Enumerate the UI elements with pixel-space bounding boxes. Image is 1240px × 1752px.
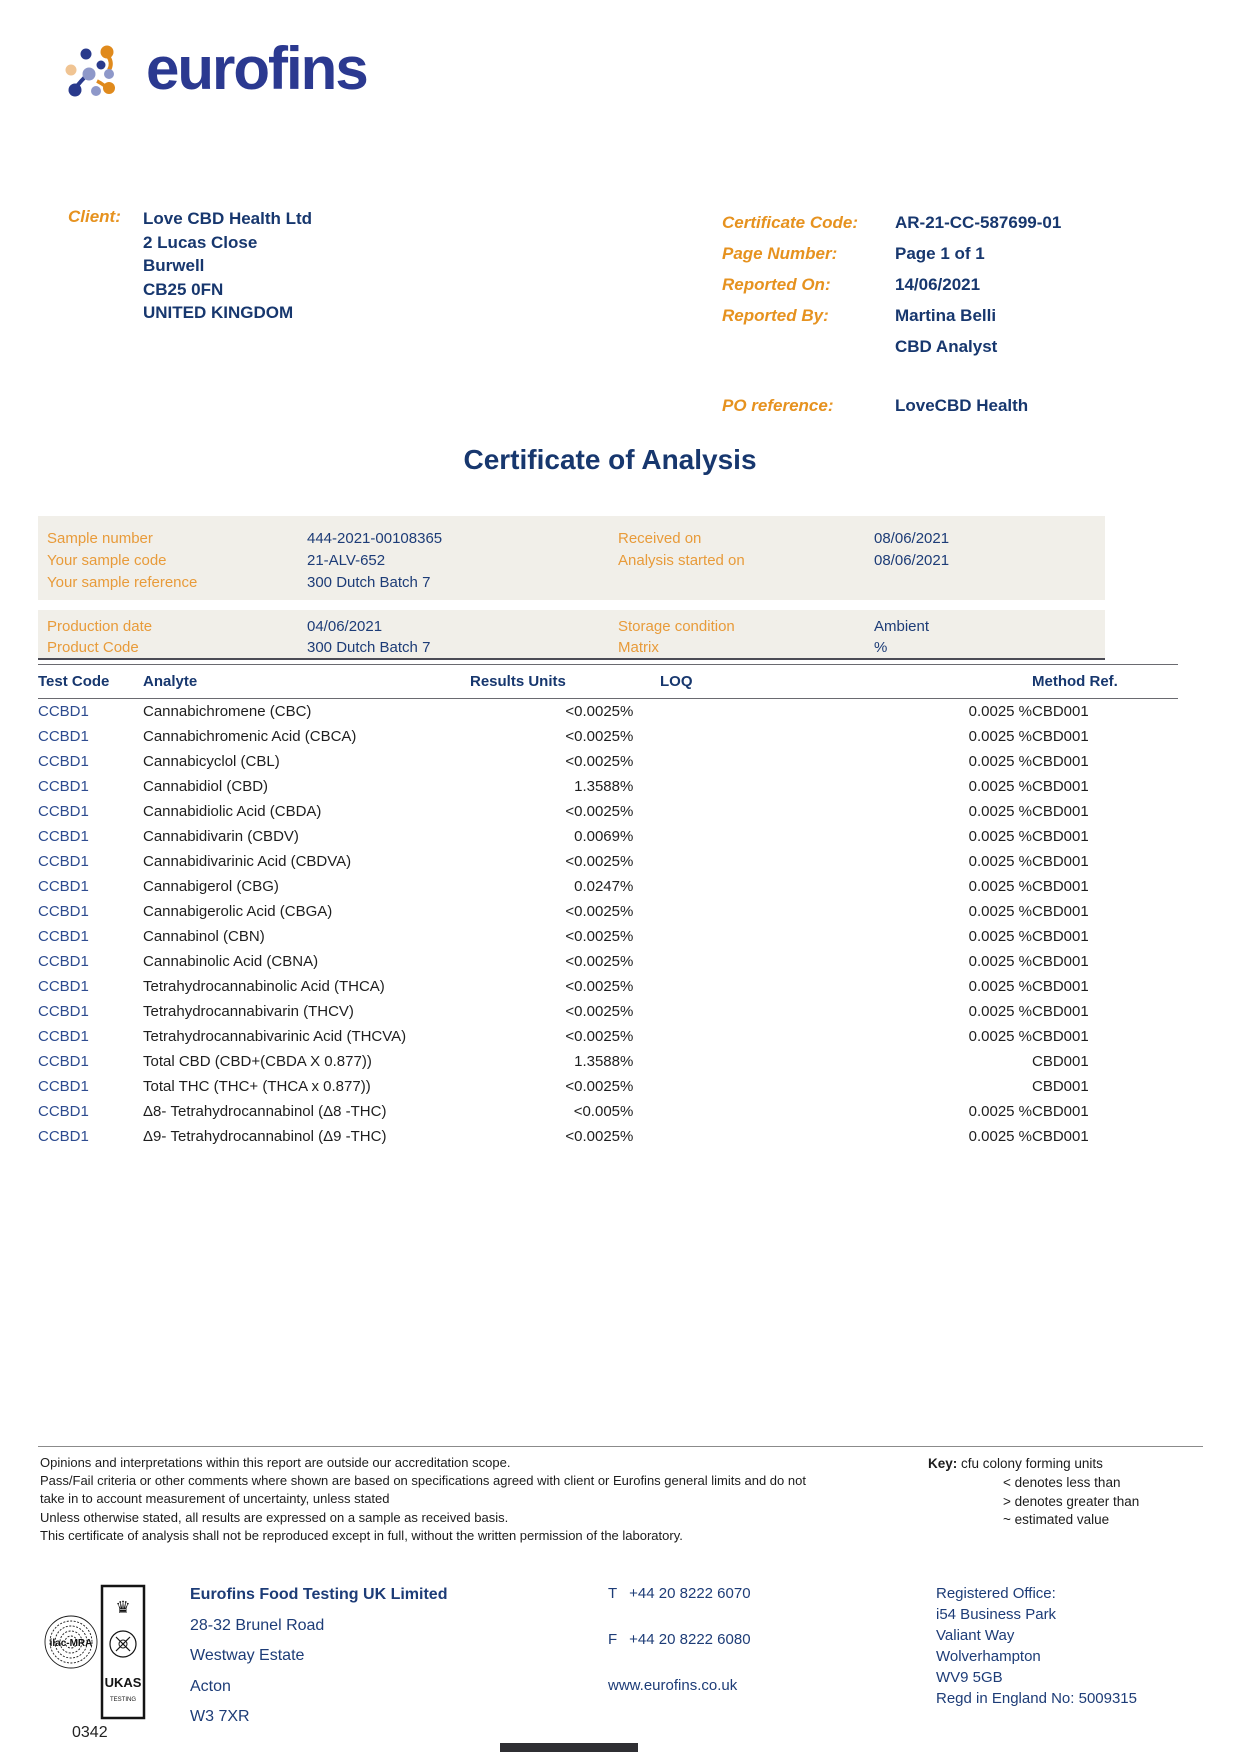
accreditation-number: 0342 [72, 1724, 108, 1741]
cell-units: % [620, 853, 634, 870]
certificate-code-label: Certificate Code: [722, 213, 859, 232]
received-on-value: 08/06/2021 [874, 530, 950, 547]
cell-result: <0.005 [573, 1103, 620, 1120]
table-row [38, 1024, 1178, 1049]
col-header-loq: LOQ [660, 665, 1032, 699]
col-header-analyte: Analyte [143, 665, 470, 699]
cell-test-code: CCBD1 [38, 978, 89, 995]
reported-by-value: Martina Belli [895, 306, 997, 325]
svg-text:♛: ♛ [115, 1598, 131, 1617]
cell-result: <0.0025 [565, 1003, 620, 1020]
cell-analyte: Cannabidivarinic Acid (CBDVA) [143, 853, 352, 870]
your-sample-reference-value: 300 Dutch Batch 7 [307, 574, 431, 591]
cell-analyte: Cannabicyclol (CBL) [143, 753, 280, 770]
analysis-started-on-label: Analysis started on [618, 552, 745, 569]
cell-result: <0.0025 [565, 953, 620, 970]
table-row [38, 774, 1178, 799]
table-row [38, 949, 1178, 974]
cell-analyte: Total CBD (CBD+(CBDA X 0.877)) [143, 1053, 372, 1070]
cell-method-ref: CBD001 [1032, 1053, 1089, 1070]
cell-analyte: Cannabidiolic Acid (CBDA) [143, 803, 322, 820]
disclaimer-line: Unless otherwise stated, all results are expressed on a sample as received basis. [40, 1509, 509, 1525]
cell-loq [660, 1049, 1032, 1074]
col-header-test-code: Test Code [38, 665, 143, 699]
cell-method-ref: CBD001 [1032, 803, 1089, 820]
company-address-line: 28-32 Brunel Road [190, 1616, 325, 1634]
table-row [38, 824, 1178, 849]
matrix-value: % [874, 639, 888, 656]
cell-units: % [620, 953, 634, 970]
results-table [38, 664, 1178, 1149]
cell-test-code: CCBD1 [38, 753, 89, 770]
disclaimer-line: Pass/Fail criteria or other comments where shown are based on specifications agreed with client or Eurofins general limits and do not [40, 1473, 806, 1489]
registered-office-line: Regd in England No: 5009315 [936, 1690, 1137, 1707]
storage-condition-label: Storage condition [618, 618, 735, 635]
cell-method-ref: CBD001 [1032, 953, 1089, 970]
cell-test-code: CCBD1 [38, 828, 89, 845]
production-date-label: Production date [47, 618, 153, 635]
col-header-method-ref: Method Ref. [1032, 665, 1178, 699]
received-on-label: Received on [618, 530, 702, 547]
fax-number: +44 20 8222 6080 [629, 1631, 751, 1648]
page-number-label: Page Number: [722, 244, 838, 263]
disclaimer-line: This certificate of analysis shall not be reproduced except in full, without the written permission of the laboratory. [40, 1527, 683, 1543]
cell-loq: 0.0025 % [968, 1128, 1033, 1145]
table-row [38, 699, 1178, 725]
cell-loq: 0.0025 % [968, 978, 1033, 995]
cell-test-code: CCBD1 [38, 953, 89, 970]
cell-loq: 0.0025 % [968, 753, 1033, 770]
phone-label: T [608, 1585, 618, 1602]
cell-loq: 0.0025 % [968, 728, 1033, 745]
company-name: Eurofins Food Testing UK Limited [190, 1586, 448, 1603]
cell-analyte: Tetrahydrocannabinolic Acid (THCA) [143, 978, 385, 995]
key-block [928, 1455, 1139, 1530]
client-address-line: 2 Lucas Close [143, 232, 258, 252]
cell-test-code: CCBD1 [38, 728, 89, 745]
cell-method-ref: CBD001 [1032, 878, 1089, 895]
client-label: Client: [68, 207, 121, 226]
cell-units: % [620, 778, 634, 795]
scan-edge-artifact [500, 1743, 638, 1752]
cell-method-ref: CBD001 [1032, 903, 1089, 920]
footer-divider-line [38, 1446, 1203, 1447]
table-row [38, 1049, 1178, 1074]
your-sample-reference-label: Your sample reference [47, 574, 198, 591]
matrix-label: Matrix [618, 639, 659, 656]
analysis-started-on-value: 08/06/2021 [874, 552, 950, 569]
sample-number-value: 444-2021-00108365 [307, 530, 443, 547]
sample-info-panel [38, 516, 1105, 600]
page-number-value: Page 1 of 1 [895, 244, 985, 263]
cell-analyte: Cannabigerolic Acid (CBGA) [143, 903, 333, 920]
disclaimer-block [40, 1454, 806, 1545]
cell-result: 1.3588 [574, 1053, 620, 1070]
website-text: www.eurofins.co.uk [608, 1677, 738, 1694]
cell-result: <0.0025 [565, 1078, 620, 1095]
client-address-line: Burwell [143, 256, 205, 275]
cell-units: % [620, 1028, 634, 1045]
reported-by-label: Reported By: [722, 306, 829, 325]
reported-on-label: Reported On: [722, 275, 831, 294]
cell-loq: 0.0025 % [968, 903, 1033, 920]
registered-office-line: Registered Office: [936, 1585, 1056, 1602]
ukas-ilac-accreditation-logo [44, 1582, 148, 1724]
table-row [38, 899, 1178, 924]
cell-units: % [620, 978, 634, 995]
cell-test-code: CCBD1 [38, 928, 89, 945]
fax-row [608, 1631, 751, 1648]
key-label: Key: [928, 1456, 958, 1471]
cell-method-ref: CBD001 [1032, 828, 1089, 845]
cell-units: % [620, 828, 634, 845]
cell-analyte: Total THC (THC+ (THCA x 0.877)) [143, 1078, 371, 1095]
cell-analyte: Cannabidiol (CBD) [143, 778, 269, 795]
cell-analyte: Cannabinolic Acid (CBNA) [143, 953, 319, 970]
results-table-header-row [38, 665, 1178, 699]
cell-method-ref: CBD001 [1032, 1028, 1089, 1045]
page-title: Certificate of Analysis [463, 444, 757, 475]
cell-test-code: CCBD1 [38, 1128, 89, 1145]
cell-method-ref: CBD001 [1032, 1103, 1089, 1120]
phone-row [608, 1585, 751, 1602]
fax-label: F [608, 1631, 618, 1648]
cell-loq: 0.0025 % [968, 1003, 1033, 1020]
cell-result: <0.0025 [565, 928, 620, 945]
client-address-line: CB25 0FN [143, 279, 224, 299]
table-row [38, 749, 1178, 774]
cell-analyte: Cannabidivarin (CBDV) [143, 828, 299, 845]
cell-units: % [620, 1003, 634, 1020]
po-reference-value: LoveCBD Health [895, 396, 1029, 415]
cell-method-ref: CBD001 [1032, 778, 1089, 795]
cell-loq [660, 1074, 1032, 1099]
cell-method-ref: CBD001 [1032, 1078, 1089, 1095]
cell-analyte: Cannabichromene (CBC) [143, 703, 312, 720]
cell-test-code: CCBD1 [38, 853, 89, 870]
cell-loq: 0.0025 % [968, 928, 1033, 945]
cell-test-code: CCBD1 [38, 778, 89, 795]
cell-loq: 0.0025 % [968, 878, 1033, 895]
cell-result: <0.0025 [565, 753, 620, 770]
cell-result: 1.3588 [574, 778, 620, 795]
cell-analyte: Tetrahydrocannabivarin (THCV) [143, 1003, 354, 1020]
eurofins-logo-wordmark: eurofins [146, 35, 367, 102]
cell-result: <0.0025 [565, 853, 620, 870]
cell-method-ref: CBD001 [1032, 1003, 1089, 1020]
cell-method-ref: CBD001 [1032, 753, 1089, 770]
company-address-line: W3 7XR [190, 1708, 250, 1725]
key-line: < denotes less than [1003, 1474, 1121, 1490]
key-line: > denotes greater than [1003, 1493, 1140, 1509]
table-row [38, 874, 1178, 899]
production-info-panel [38, 610, 1105, 660]
production-date-value: 04/06/2021 [307, 618, 383, 635]
cell-analyte: Cannabichromenic Acid (CBCA) [143, 728, 357, 745]
cell-loq: 0.0025 % [968, 703, 1033, 720]
table-row [38, 999, 1178, 1024]
cell-method-ref: CBD001 [1032, 728, 1089, 745]
table-row [38, 849, 1178, 874]
svg-text:UKAS: UKAS [104, 1675, 142, 1690]
company-address-block [190, 1580, 447, 1733]
po-reference-label: PO reference: [722, 396, 834, 415]
cell-method-ref: CBD001 [1032, 853, 1089, 870]
table-row [38, 924, 1178, 949]
disclaimer-line: Opinions and interpretations within this report are outside our accreditation scope. [40, 1455, 511, 1470]
cell-units: % [620, 878, 634, 895]
registered-office-line: WV9 5GB [936, 1669, 1003, 1686]
registered-office-line: Wolverhampton [936, 1648, 1041, 1665]
cell-units: % [620, 928, 634, 945]
cell-units: % [620, 753, 634, 770]
cell-result: 0.0069 [574, 828, 620, 845]
cell-test-code: CCBD1 [38, 1053, 89, 1070]
cell-units: % [620, 1078, 634, 1095]
cell-units: % [620, 1103, 634, 1120]
cell-analyte: Cannabigerol (CBG) [143, 878, 279, 895]
company-address-line: Acton [190, 1677, 231, 1695]
cell-loq: 0.0025 % [968, 803, 1033, 820]
cell-result: 0.0247 [574, 878, 620, 895]
registered-office-line: i54 Business Park [936, 1606, 1057, 1623]
table-row [38, 724, 1178, 749]
col-header-results-units: Results Units [470, 665, 660, 699]
certificate-code-value: AR-21-CC-587699-01 [895, 213, 1062, 232]
results-table-body [38, 699, 1178, 1150]
reported-by-title: CBD Analyst [895, 337, 998, 356]
cell-analyte: Tetrahydrocannabivarinic Acid (THCVA) [143, 1028, 407, 1045]
client-address-block [143, 207, 312, 325]
sample-number-label: Sample number [47, 530, 153, 547]
company-address-line: Westway Estate [190, 1647, 305, 1664]
cell-analyte: Cannabinol (CBN) [143, 928, 265, 945]
cell-units: % [620, 903, 634, 920]
cell-test-code: CCBD1 [38, 878, 89, 895]
cell-method-ref: CBD001 [1032, 703, 1089, 720]
cell-result: <0.0025 [565, 803, 620, 820]
cell-units: % [620, 803, 634, 820]
product-code-value: 300 Dutch Batch 7 [307, 639, 431, 656]
cell-loq: 0.0025 % [968, 1103, 1033, 1120]
cell-result: <0.0025 [565, 1028, 620, 1045]
cell-test-code: CCBD1 [38, 803, 89, 820]
client-address-line: UNITED KINGDOM [143, 303, 294, 322]
cell-result: <0.0025 [565, 728, 620, 745]
cell-loq: 0.0025 % [968, 853, 1033, 870]
your-sample-code-value: 21-ALV-652 [307, 552, 386, 569]
svg-text:TESTING: TESTING [109, 1697, 137, 1703]
cell-units: % [620, 728, 634, 745]
client-name: Love CBD Health Ltd [143, 209, 313, 228]
table-row [38, 1074, 1178, 1099]
registered-office-line: Valiant Way [936, 1627, 1015, 1644]
cell-loq: 0.0025 % [968, 778, 1033, 795]
product-code-label: Product Code [47, 639, 139, 656]
cell-test-code: CCBD1 [38, 1078, 89, 1095]
storage-condition-value: Ambient [874, 618, 930, 635]
cell-analyte: Δ9- Tetrahydrocannabinol (Δ9 -THC) [143, 1128, 387, 1145]
cell-loq: 0.0025 % [968, 953, 1033, 970]
cell-method-ref: CBD001 [1032, 978, 1089, 995]
registered-office-block [936, 1583, 1137, 1709]
svg-text:ilac-MRA: ilac-MRA [49, 1638, 93, 1649]
table-row [38, 1099, 1178, 1124]
key-line: ~ estimated value [1003, 1512, 1110, 1528]
cell-test-code: CCBD1 [38, 1028, 89, 1045]
disclaimer-line: take in to account measurement of uncertainty, unless stated [40, 1491, 390, 1507]
cell-loq: 0.0025 % [968, 828, 1033, 845]
cell-loq: 0.0025 % [968, 1028, 1033, 1045]
table-row [38, 799, 1178, 824]
cell-test-code: CCBD1 [38, 703, 89, 720]
cell-units: % [620, 1053, 634, 1070]
cell-units: % [620, 1128, 634, 1145]
phone-number: +44 20 8222 6070 [629, 1585, 751, 1602]
your-sample-code-label: Your sample code [47, 552, 167, 569]
cell-result: <0.0025 [565, 1128, 620, 1145]
cell-test-code: CCBD1 [38, 1103, 89, 1120]
cell-test-code: CCBD1 [38, 903, 89, 920]
eurofins-logo-icon [62, 44, 136, 112]
reported-on-value: 14/06/2021 [895, 275, 981, 294]
cell-method-ref: CBD001 [1032, 1128, 1089, 1145]
cell-units: % [620, 703, 634, 720]
key-line: cfu colony forming units [961, 1456, 1103, 1471]
cell-method-ref: CBD001 [1032, 928, 1089, 945]
cell-result: <0.0025 [565, 903, 620, 920]
table-row [38, 1124, 1178, 1149]
cell-test-code: CCBD1 [38, 1003, 89, 1020]
cell-result: <0.0025 [565, 978, 620, 995]
cell-analyte: Δ8- Tetrahydrocannabinol (Δ8 -THC) [143, 1103, 387, 1120]
cell-result: <0.0025 [565, 703, 620, 720]
table-row [38, 974, 1178, 999]
